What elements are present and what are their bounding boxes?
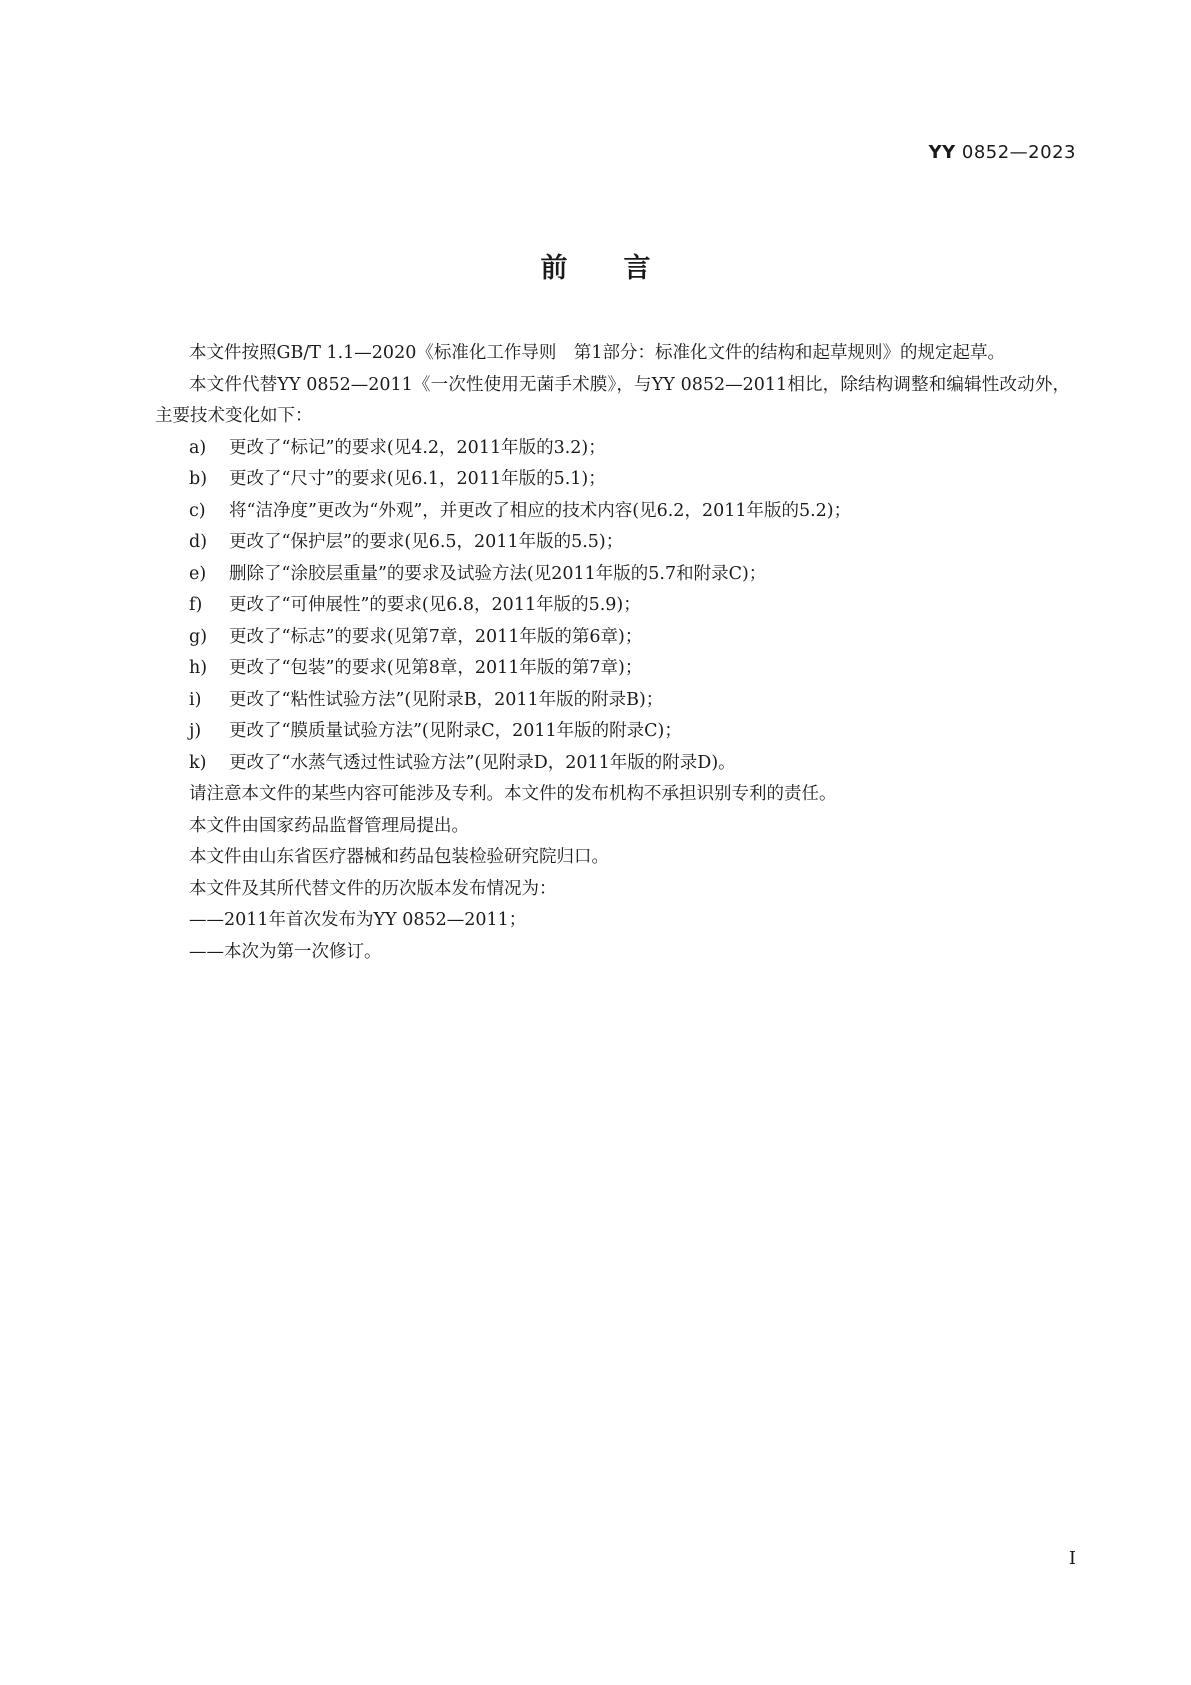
list-item-marker: b) bbox=[189, 469, 208, 489]
centralizer-statement: 本文件由山东省医疗器械和药品包装检验研究院归口。 bbox=[189, 847, 609, 867]
list-item-text: 更改了“保护层”的要求(见6.5，2011年版的5.5)； bbox=[229, 532, 624, 552]
list-item-text: 更改了“包装”的要求(见第8章，2011年版的第7章)； bbox=[229, 658, 643, 678]
patent-notice: 请注意本文件的某些内容可能涉及专利。本文件的发布机构不承担识别专利的责任。 bbox=[189, 784, 837, 804]
replacement-paragraph: 本文件代替YY 0852—2011《一次性使用无菌手术膜》，与YY 0852—2011相比，除结构调整和编辑性改动外，主要技术变化如下： bbox=[155, 374, 1070, 426]
list-item bbox=[155, 590, 1070, 622]
list-item bbox=[155, 653, 1070, 685]
foreword-content bbox=[155, 338, 1070, 968]
list-item-text: 更改了“标志”的要求(见第7章，2011年版的第6章)； bbox=[229, 626, 643, 647]
list-item bbox=[155, 464, 1070, 496]
list-item-text: 更改了“粘性试验方法”(见附录B，2011年版的附录B)； bbox=[229, 689, 664, 710]
list-item-marker: a) bbox=[189, 437, 207, 458]
document-number-value: 0852—2023 bbox=[961, 142, 1076, 163]
proposer-statement: 本文件由国家药品监督管理局提出。 bbox=[189, 815, 469, 836]
list-item-text: 将“洁净度”更改为“外观”，并更改了相应的技术内容(见6.2，2011年版的5.2)； bbox=[229, 500, 852, 521]
list-item bbox=[155, 748, 1070, 780]
list-item-marker: e) bbox=[189, 563, 207, 584]
list-item-text: 更改了“水蒸气透过性试验方法”(见附录D，2011年版的附录D)。 bbox=[229, 752, 736, 773]
list-item-marker: k) bbox=[189, 752, 207, 773]
document-number bbox=[929, 142, 1076, 163]
list-item bbox=[155, 622, 1070, 654]
list-item-marker: d) bbox=[189, 532, 208, 552]
document-number-prefix: YY bbox=[928, 142, 956, 163]
technical-changes-list bbox=[155, 433, 1070, 780]
list-item-text: 删除了“涂胶层重量”的要求及试验方法(见2011年版的5.7和附录C)； bbox=[229, 563, 767, 584]
page-number: I bbox=[1068, 1548, 1076, 1569]
list-item-text: 更改了“标记”的要求(见4.2，2011年版的3.2)； bbox=[229, 437, 606, 458]
list-item-text: 更改了“可伸展性”的要求(见6.8，2011年版的5.9)； bbox=[229, 595, 641, 615]
list-item-marker: f) bbox=[189, 595, 203, 615]
list-item bbox=[155, 559, 1070, 591]
list-item-marker: i) bbox=[189, 689, 202, 710]
drafting-rules-paragraph: 本文件按照GB/T 1.1—2020《标准化工作导则 第1部分：标准化文件的结构和起草规则》的规定起草。 bbox=[189, 343, 1005, 363]
list-item bbox=[155, 716, 1070, 748]
history-item: ——2011年首次发布为YY 0852—2011； bbox=[189, 910, 527, 930]
history-item: ——本次为第一次修订。 bbox=[189, 941, 382, 962]
list-item bbox=[155, 496, 1070, 528]
history-intro: 本文件及其所代替文件的历次版本发布情况为： bbox=[189, 878, 557, 899]
list-item-marker: j) bbox=[189, 721, 202, 741]
list-item bbox=[155, 685, 1070, 717]
list-item-marker: c) bbox=[189, 500, 206, 521]
list-item-marker: g) bbox=[189, 626, 208, 647]
list-item bbox=[155, 433, 1070, 465]
list-item-text: 更改了“膜质量试验方法”(见附录C，2011年版的附录C)； bbox=[229, 721, 682, 741]
list-item-marker: h) bbox=[189, 658, 208, 678]
list-item-text: 更改了“尺寸”的要求(见6.1，2011年版的5.1)； bbox=[229, 469, 606, 489]
page-title: 前言 bbox=[540, 253, 707, 284]
list-item bbox=[155, 527, 1070, 559]
